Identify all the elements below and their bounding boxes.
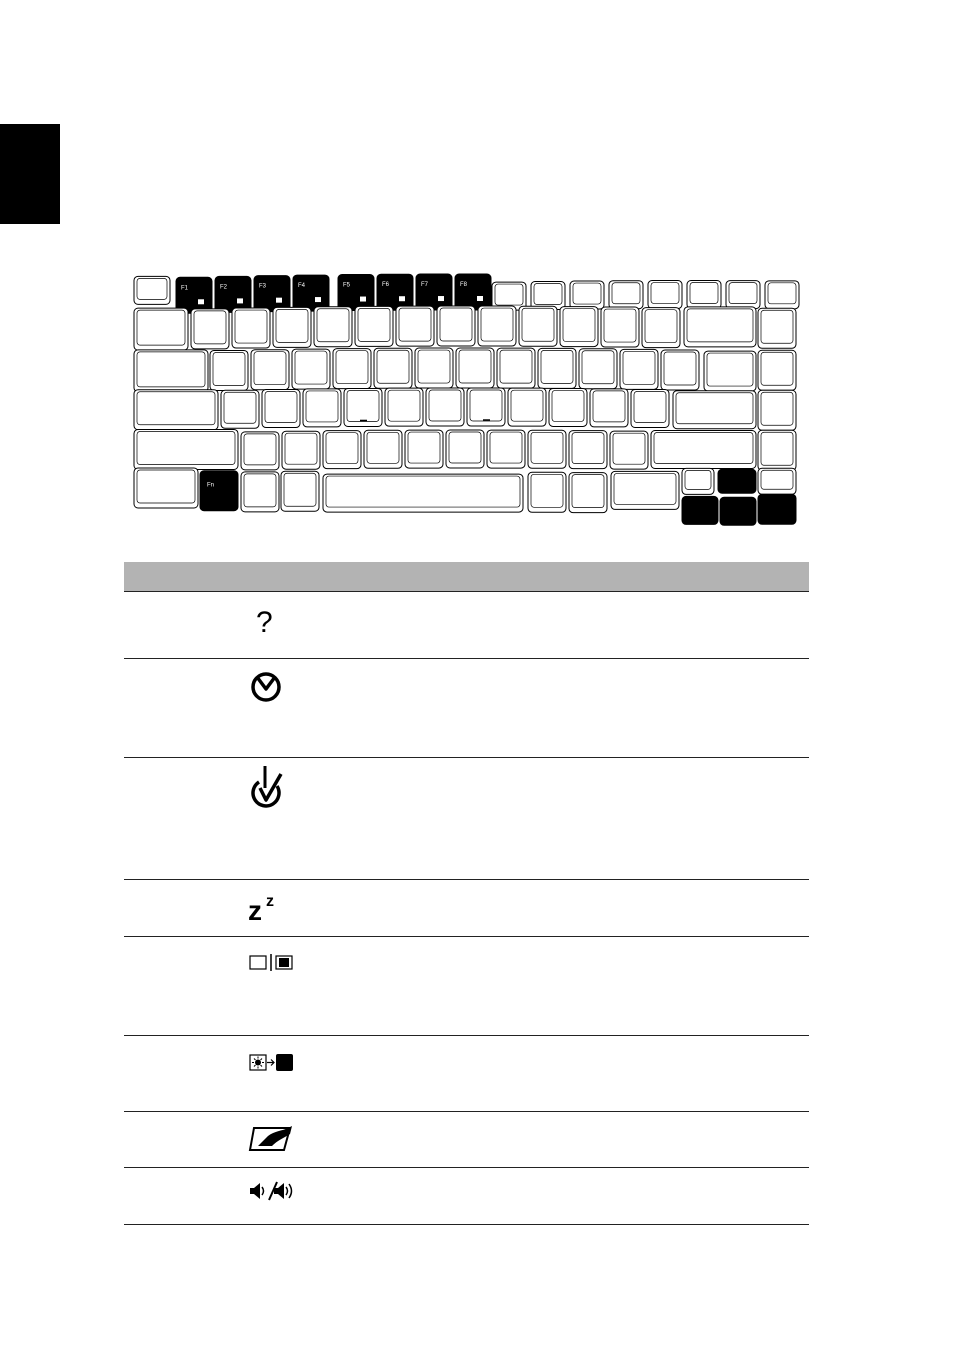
key <box>467 388 505 426</box>
svg-text:Fn: Fn <box>207 482 215 489</box>
screen-blank-icon <box>248 1046 308 1086</box>
key <box>355 306 393 346</box>
table-row <box>124 659 809 758</box>
power-scheme-icon <box>276 298 282 303</box>
svg-text:?: ? <box>256 606 273 639</box>
key <box>609 281 643 309</box>
key <box>497 348 535 388</box>
svg-text:F6: F6 <box>382 282 390 289</box>
key <box>396 306 434 346</box>
key <box>508 388 546 426</box>
table-header <box>124 562 809 592</box>
fn-key <box>200 471 238 511</box>
key <box>210 350 248 390</box>
key <box>134 390 218 430</box>
help-icon <box>248 602 308 642</box>
key <box>303 389 341 427</box>
key <box>531 281 565 309</box>
key <box>456 348 494 388</box>
spacebar-key <box>323 474 523 512</box>
key <box>251 350 289 390</box>
key <box>415 348 453 388</box>
speaker-toggle-icon <box>248 1178 308 1218</box>
key <box>134 350 208 392</box>
svg-text:F2: F2 <box>220 284 228 291</box>
key <box>673 391 756 429</box>
help-icon <box>198 299 204 304</box>
svg-text:F4: F4 <box>298 283 306 290</box>
system-property-icon <box>248 669 308 709</box>
touchpad-toggle-icon <box>438 296 444 301</box>
key <box>241 472 279 512</box>
sleep-icon <box>248 890 308 930</box>
svg-text:F3: F3 <box>259 283 267 290</box>
function-key-f4 <box>293 275 329 311</box>
key <box>134 468 198 508</box>
svg-text:F5: F5 <box>343 282 351 289</box>
key <box>569 431 607 469</box>
key <box>333 349 371 389</box>
svg-text:F1: F1 <box>181 285 189 292</box>
key <box>314 307 352 347</box>
key <box>282 431 320 469</box>
key <box>704 351 756 391</box>
table-row <box>124 592 809 659</box>
key <box>134 429 238 469</box>
key <box>758 350 796 390</box>
svg-text:F7: F7 <box>421 282 429 289</box>
key <box>385 388 423 426</box>
touchpad-toggle-icon <box>248 1122 308 1162</box>
key <box>374 348 412 388</box>
key <box>620 349 658 389</box>
table-row <box>124 1112 809 1168</box>
svg-text:F8: F8 <box>460 282 468 289</box>
key <box>273 307 311 347</box>
svg-text:z: z <box>266 893 274 910</box>
table-row <box>124 1168 809 1225</box>
key <box>684 307 756 347</box>
key <box>758 430 796 470</box>
arrow-right-key <box>758 494 796 524</box>
screen-blank-icon <box>399 296 405 301</box>
key <box>560 307 598 347</box>
key <box>426 388 464 426</box>
key <box>538 348 576 388</box>
key <box>579 349 617 389</box>
key <box>323 431 361 469</box>
function-key-f6 <box>377 274 413 310</box>
key <box>590 389 628 427</box>
display-toggle-icon <box>360 297 366 302</box>
key <box>601 307 639 347</box>
key <box>478 306 516 346</box>
key <box>191 309 229 349</box>
key <box>364 430 402 468</box>
table-row <box>124 758 809 880</box>
key <box>651 430 756 468</box>
key <box>405 430 443 468</box>
key <box>758 390 796 430</box>
table-row <box>124 937 809 1036</box>
function-key-f5 <box>338 275 374 311</box>
key <box>528 430 566 468</box>
svg-text:z: z <box>248 895 262 926</box>
chapter-tab <box>0 124 60 224</box>
arrow-up-key <box>718 469 756 493</box>
key <box>765 281 799 309</box>
function-key-f2 <box>215 276 251 312</box>
key <box>232 308 270 348</box>
speaker-toggle-icon <box>477 296 483 301</box>
function-key-f3 <box>254 276 290 312</box>
key <box>661 350 699 390</box>
key <box>281 471 319 511</box>
arrow-left-key <box>682 496 718 524</box>
key <box>134 308 188 350</box>
key <box>610 431 648 469</box>
table-row <box>124 880 809 937</box>
key <box>528 472 566 512</box>
function-key-f8 <box>455 274 491 310</box>
key <box>758 308 796 348</box>
key <box>487 430 525 468</box>
key <box>344 388 382 426</box>
key <box>241 432 279 470</box>
key <box>611 471 679 509</box>
key <box>437 306 475 346</box>
key <box>549 388 587 426</box>
key <box>446 430 484 468</box>
system-property-icon <box>237 298 243 303</box>
key <box>262 390 300 428</box>
key <box>682 468 714 494</box>
hotkey-table <box>124 562 809 1225</box>
key <box>569 473 607 513</box>
display-toggle-icon <box>248 947 308 987</box>
keyboard-diagram <box>130 268 802 530</box>
key <box>642 308 680 348</box>
arrow-down-key <box>720 497 756 525</box>
key <box>687 281 721 309</box>
key <box>519 306 557 346</box>
key <box>292 349 330 389</box>
function-key-f7 <box>416 274 452 310</box>
esc-key <box>134 276 170 304</box>
power-scheme-icon <box>248 768 308 808</box>
key <box>726 281 760 309</box>
key <box>758 468 796 494</box>
key <box>648 281 682 309</box>
sleep-icon <box>315 297 321 302</box>
table-row <box>124 1036 809 1112</box>
key <box>631 389 669 427</box>
key <box>570 281 604 309</box>
key <box>221 390 259 428</box>
